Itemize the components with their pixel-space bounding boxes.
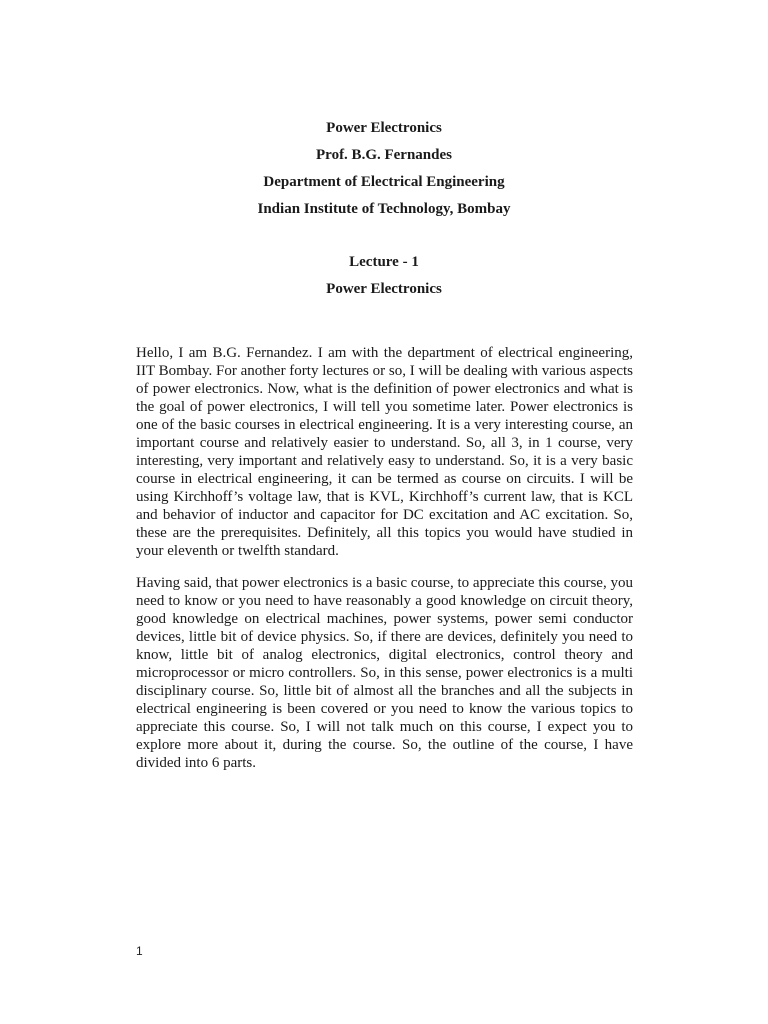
professor-name: Prof. B.G. Fernandes xyxy=(316,147,452,163)
body-paragraph-1: Hello, I am B.G. Fernandez. I am with the department of electrical engineering, IIT Bombay. For another forty lectures or so, I will be dealing with various aspects of power electronics. Now, what is the definition of power electronics and what is the goal of power electronics, I will tell you sometime later. Power electronics is one of the basic courses in electrical engineering. It is a very interesting course, an important course and relatively easier to understand. So, all 3, in 1 course, very interesting, very important and relatively easy to understand. So, it is a very basic course in electrical engineering, it can be termed as course on circuits. I will be using Kirchhoff’s voltage law, that is KVL, Kirchhoff’s current law, that is KCL and behavior of inductor and capacitor for DC excitation and AC excitation. So, these are the prerequisites. Definitely, all this topics you would have studied in your eleventh or twelfth standard. xyxy=(136,345,633,559)
lecture-number: Lecture - 1 xyxy=(349,254,419,270)
document-header xyxy=(0,119,768,227)
body-paragraph-2: Having said, that power electronics is a basic course, to appreciate this course, you need to know or you need to have reasonably a good knowledge on circuit theory, good knowledge on electrical machines, power systems, power semi conductor devices, little bit of device physics. So, if there are devices, definitely you need to know, little bit of analog electronics, digital electronics, control theory and microprocessor or micro controllers. So, in this sense, power electronics is a multi disciplinary course. So, little bit of almost all the branches and all the subjects in electrical engineering is been covered or you need to know the various topics to appreciate this course. So, I will not talk much on this course, I expect you to explore more about it, during the course. So, the outline of the course, I have divided into 6 parts. xyxy=(136,575,633,771)
course-title: Power Electronics xyxy=(326,120,442,136)
page-number: 1 xyxy=(136,944,143,958)
lecture-topic: Power Electronics xyxy=(326,281,442,297)
department-name: Department of Electrical Engineering xyxy=(263,174,505,190)
institute-name: Indian Institute of Technology, Bombay xyxy=(257,201,511,217)
lecture-heading xyxy=(0,253,768,307)
